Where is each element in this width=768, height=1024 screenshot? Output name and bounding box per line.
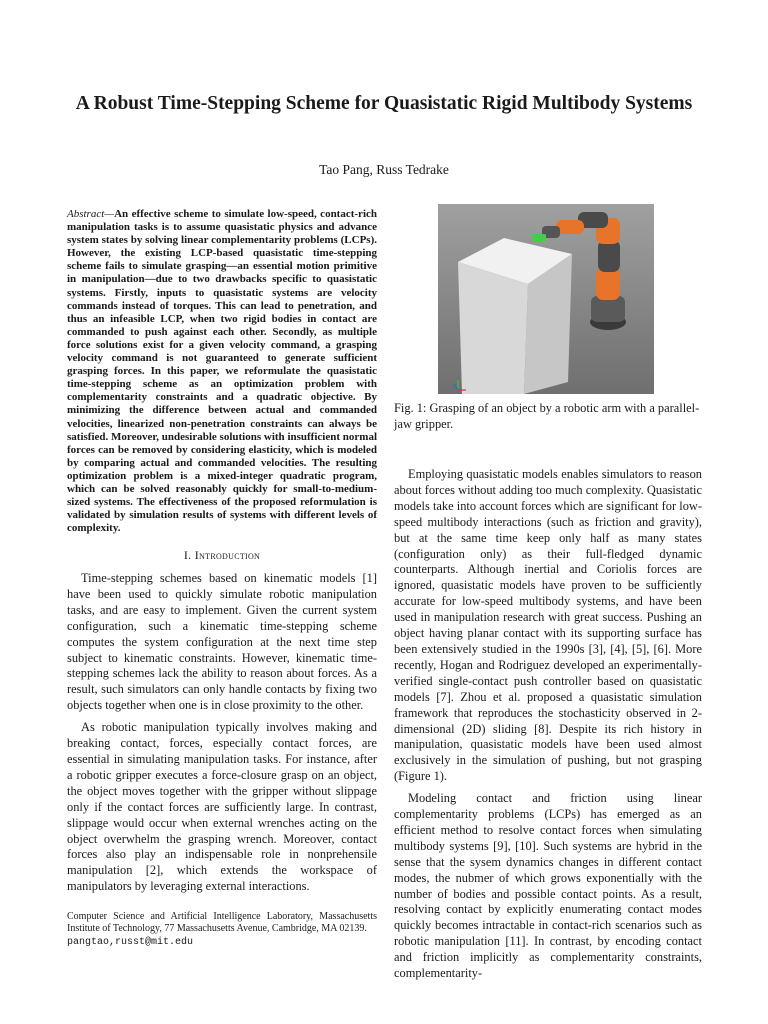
- footnote-email: pangtao,russt@mit.edu: [67, 936, 194, 948]
- intro-paragraph-2: As robotic manipulation typically involves making and breaking contact, forces, especially contact forces, are essential in simulating manipulation tasks. For instance, after a robotic gripper executes a force-closure grasp on an object, the object moves together with the gripper without slippage only if the contact forces are sufficiently large. In contrast, slippage would occur when external wrenches acting on the object overwhelm the grasping wrench. Moreover, contact forces also play an indispensable role in nonprehensile manipulation [2], which extends the workspace of manipulators by leveraging external interactions.: [67, 720, 377, 894]
- paper-authors: Tao Pang, Russ Tedrake: [319, 162, 449, 177]
- gripper: [532, 234, 546, 242]
- paper-title: A Robust Time-Stepping Scheme for Quasistatic Rigid Multibody Systems: [75, 93, 693, 114]
- section-heading: [67, 548, 377, 563]
- box-front: [458, 262, 528, 394]
- intro-text: [67, 571, 377, 901]
- section-number: I.: [183, 548, 192, 562]
- section-title: Introduction: [194, 548, 261, 562]
- right-paragraph-2: Modeling contact and friction using linear complementarity problems (LCPs) has emerged as an efficient method to resolve contact forces when simulating multibody systems [9], [10]. Such systems are hybrid in the sense that the sysem dynamics changes in different contact modes, the nubmer of which grows exponentially with the number of bodies and possible contact points. As a result, resolving contact by explicitly enumerating contact modes quickly becomes intractable in contact-rich scenarios such as robotic manipulation [11]. In contrast, by encoding contact and friction implicitly as complementarity constraints, complementarity-: [394, 791, 702, 981]
- right-column-text: [394, 467, 702, 988]
- abstract: Abstract—An effective scheme to simulate low-speed, contact-rich manipulation tasks is to assume quasistatic physics and advance system states by solving linear complementarity problems (LCPs). However, the existing LCP-based quasistatic time-stepping scheme fails to simulate grasping—an essential motion primitive in manipulation—due to two drawbacks specific to quasistatic systems. Firstly, inputs to quasistatic systems are velocity commands instead of torques. This can lead to penetration, and thus an infeasible LCP, when two rigid bodies in contact are commanded to push against each other. Secondly, as multiple force solutions exist for a given velocity command, a grasping velocity command is not guaranteed to generate sufficient grasping forces. In this paper, we reformulate the quasistatic time-stepping scheme as an optimization problem with complementarity constraints and a quadratic objective. By minimizing the difference between actual and commanded velocities, linearized non-penetration constraints can always be satisfied. Moreover, undesirable solutions with insufficient normal forces can be removed by considering elasticity, which is modeled by comparing actual and commanded velocities. The resulting optimization problem is a mixed-integer quadratic program, which can be solved reasonably quickly for small-to-medium-sized systems. The effectiveness of the proposed reformulation is validated by simulation results of systems with different levels of complexity.: [67, 208, 377, 535]
- figure-caption: Fig. 1: Grasping of an object by a robotic arm with a parallel-jaw gripper.: [394, 401, 700, 431]
- figure-robot-arm: [438, 204, 654, 394]
- footnote-affiliation: Computer Science and Artificial Intelligence Laboratory, Massachusetts Institute of Technology, 77 Massachusetts Avenue, Cambridge, MA 02139.: [67, 911, 377, 935]
- intro-paragraph-1: Time-stepping schemes based on kinematic models [1] have been used to quickly simulate robotic manipulation tasks, and are easy to implement. Given the current system configuration, such a kinematic time-stepping scheme computes the system configuration at the next time step subject to kinematic constraints. However, kinematic time-stepping schemes lack the ability to reason about forces. As a result, such simulators can only handle contacts by fixing two objects together when one is in close proximity to the other.: [67, 571, 377, 713]
- abstract-text: An effective scheme to simulate low-speed, contact-rich manipulation tasks is to assume quasistatic physics and advance system states by solving linear complementarity problems (LCPs). However, the existing LCP-based quasistatic time-stepping scheme fails to simulate grasping—an essential motion primitive in manipulation—due to two drawbacks specific to quasistatic systems. Firstly, inputs to quasistatic systems are velocity commands instead of torques. This can lead to penetration, and thus an infeasible LCP, when two rigid bodies in contact are commanded to push against each other. Secondly, as multiple force solutions exist for a given velocity command, a grasping velocity command is not guaranteed to generate sufficient grasping forces. In this paper, we reformulate the quasistatic time-stepping scheme as an optimization problem with complementarity constraints and a quadratic objective. By minimizing the difference between actual and commanded velocities, linearized non-penetration constraints can always be satisfied. Moreover, undesirable solutions with insufficient normal forces can be removed by considering elasticity, which is modeled by comparing actual and commanded velocities. The resulting optimization problem is a mixed-integer quadratic program, which can be solved reasonably quickly for small-to-medium-sized systems. The effectiveness of the proposed reformulation is validated by simulation results of systems with different levels of complexity.: [67, 208, 377, 535]
- abstract-label: Abstract: [67, 208, 105, 220]
- right-paragraph-1: Employing quasistatic models enables simulators to reason about forces without adding too much complexity. Quasistatic models take into account forces which are significant for low-speed multibody interactions (such as friction and gravity), but at the same time keep only half as many states (configuration only) as their full-fledged dynamic counterparts. Although inertial and Coriolis forces are ignored, quasistatic models have proven to be sufficiently accurate for low-speed multibody systems, and have been used in manipulation research with great success. Pushing an object having planar contact with its supporting surface has been extensively studied in the 1990s [3], [4], [5], [6]. More recently, Hogan and Rodriguez developed an experimentally-verified single-contact push controller based on quasistatic models [7]. Zhou et al. proposed a quasistatic simulation framework that reproduces the stochasticity observed in 2-dimensional (2D) sliding [8]. Despite its rich history in manipulation, quasistatic models have been used almost exclusively in the simulation of pushing, but not grasping (Figure 1).: [394, 467, 702, 784]
- footnote: [67, 911, 377, 949]
